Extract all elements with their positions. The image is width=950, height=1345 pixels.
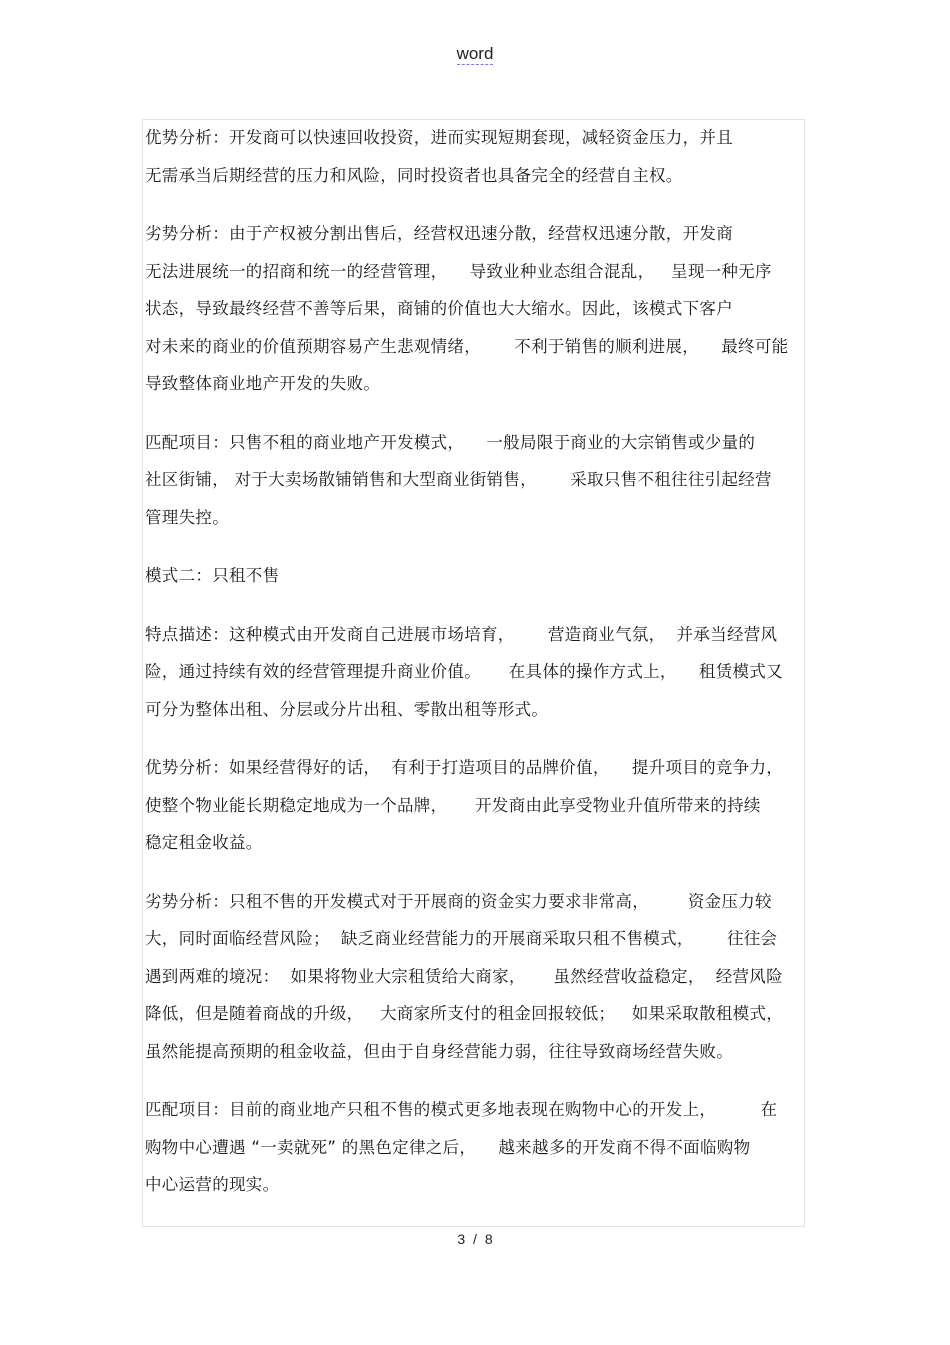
paragraph-line: 中心运营的现实。 — [145, 1175, 280, 1194]
paragraph-line: 社区街铺， 对于大卖场散铺销售和大型商业街销售， 采取只售不租往往引起经营 — [145, 470, 772, 489]
header-title: word — [456, 44, 494, 63]
paragraph-line: 特点描述：这种模式由开发商自己进展市场培育， 营造商业气氛， 并承当经营风 — [145, 624, 778, 644]
paragraph — [145, 557, 805, 595]
paragraph-line: 遇到两难的境况： 如果将物业大宗租赁给大商家， 虽然经营收益稳定， 经营风险 — [145, 966, 783, 986]
paragraph-line: 管理失控。 — [145, 507, 229, 527]
paragraph-line: 虽然能提高预期的租金收益，但由于自身经营能力弱，往往导致商场经营失败。 — [145, 1041, 733, 1061]
paragraph — [145, 215, 805, 403]
paragraph — [145, 119, 805, 194]
paragraph-line: 降低，但是随着商战的升级， 大商家所支付的租金回报较低； 如果采取散租模式， — [145, 1004, 784, 1023]
paragraph-line: 大，同时面临经营风险； 缺乏商业经营能力的开展商采取只租不售模式， 往往会 — [145, 929, 778, 948]
paragraph-line: 险，通过持续有效的经营管理提升商业价值。 在具体的操作方式上， 租赁模式又 — [145, 662, 783, 681]
paragraph — [145, 616, 805, 729]
paragraph-line: 模式二：只租不售 — [145, 566, 280, 585]
paragraph-line: 无需承当后期经营的压力和风险，同时投资者也具备完全的经营自主权。 — [145, 165, 683, 185]
document-body — [145, 119, 805, 1225]
paragraph — [145, 883, 805, 1071]
paragraph-line: 可分为整体出租、分层或分片出租、零散出租等形式。 — [145, 699, 549, 719]
paragraph-line: 无法进展统一的招商和统一的经营管理， 导致业种业态组合混乱， 呈现一种无序 — [145, 261, 772, 281]
paragraph-line: 优势分析：如果经营得好的话， 有利于打造项目的品牌价值， 提升项目的竞争力， — [145, 758, 784, 777]
paragraph-line: 对未来的商业的价值预期容易产生悲观情绪， 不利于销售的顺利进展， 最终可能 — [145, 336, 789, 356]
paragraph-line: 购物中心遭遇 “一卖就死” 的黑色定律之后， 越来越多的开发商不得不面临购物 — [145, 1137, 751, 1157]
page-header — [0, 44, 950, 64]
page-number: 3 / 8 — [457, 1231, 493, 1247]
paragraph — [145, 1091, 805, 1204]
paragraph-line: 导致整体商业地产开发的失败。 — [145, 374, 381, 393]
paragraph-line: 使整个物业能长期稳定地成为一个品牌， 开发商由此享受物业升值所带来的持续 — [145, 795, 761, 815]
paragraph — [145, 424, 805, 537]
paragraph-line: 优势分析：开发商可以快速回收投资，进而实现短期套现，减轻资金压力，并且 — [145, 128, 733, 147]
paragraph-line: 匹配项目：目前的商业地产只租不售的模式更多地表现在购物中心的开发上， 在 — [145, 1100, 778, 1119]
paragraph-line: 状态，导致最终经营不善等后果，商铺的价值也大大缩水。因此，该模式下客户 — [145, 299, 733, 318]
paragraph — [145, 749, 805, 862]
paragraph-line: 劣势分析：只租不售的开发模式对于开展商的资金实力要求非常高， 资金压力较 — [145, 891, 772, 911]
paragraph-line: 匹配项目：只售不租的商业地产开发模式， 一般局限于商业的大宗销售或少量的 — [145, 432, 756, 452]
paragraph-line: 劣势分析：由于产权被分割出售后，经营权迅速分散，经营权迅速分散，开发商 — [145, 224, 733, 243]
paragraph-line: 稳定租金收益。 — [145, 833, 263, 852]
